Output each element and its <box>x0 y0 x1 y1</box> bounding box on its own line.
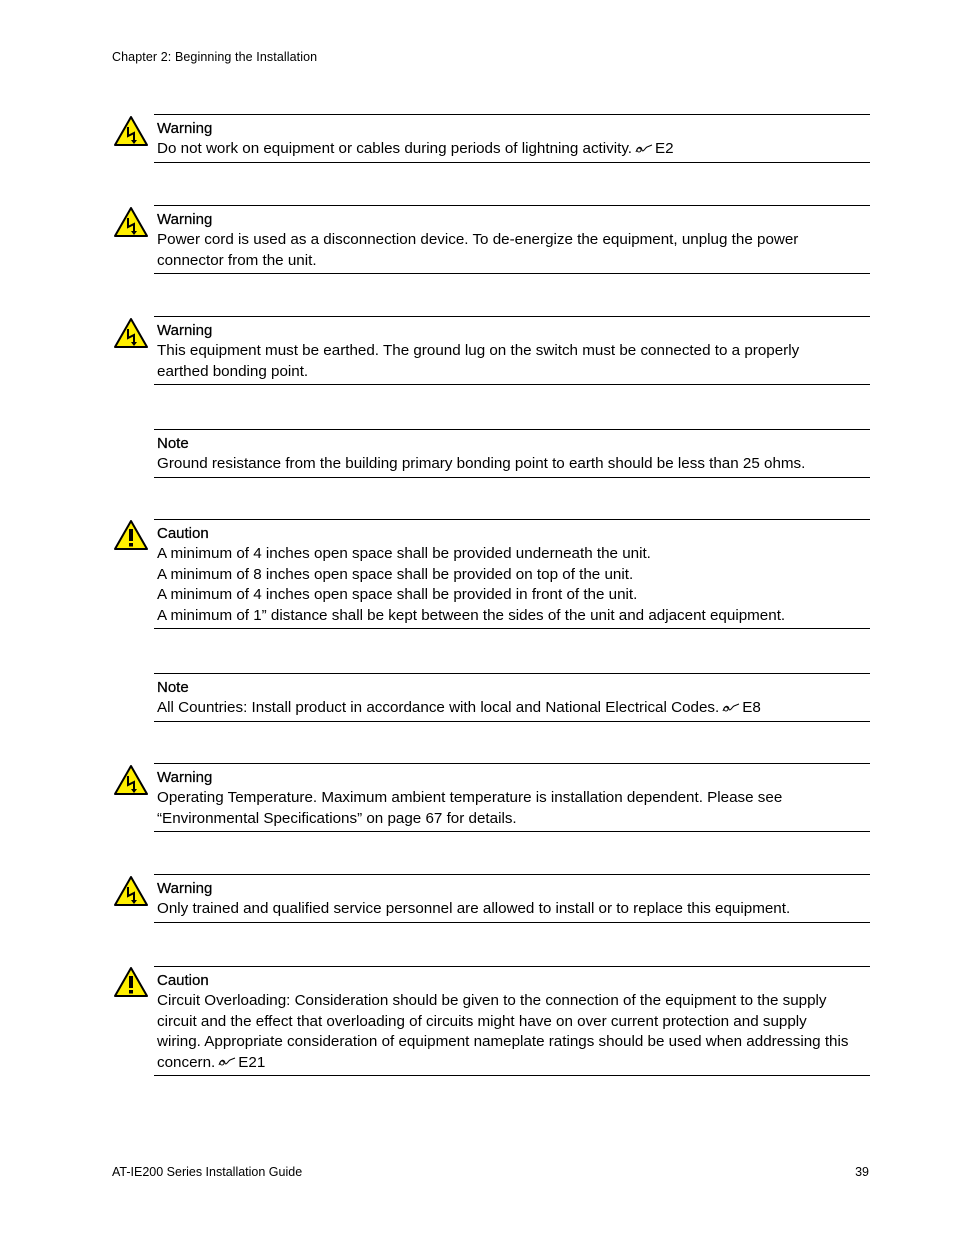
notice-text-line <box>157 1032 867 1053</box>
warning-block <box>154 874 870 923</box>
notice-text-line <box>157 341 867 362</box>
caution-title: Caution <box>157 525 209 542</box>
notice-text: “Environmental Specifications” on page 67 for details. <box>157 809 517 827</box>
running-header: Chapter 2: Beginning the Installation <box>112 50 318 64</box>
notice-text: A minimum of 4 inches open space shall be provided underneath the unit. <box>157 545 651 562</box>
caution-title: Caution <box>157 972 209 989</box>
notice-text: Only trained and qualified service personnel are allowed to install or to replace this equipment. <box>157 900 791 917</box>
notice-text: All Countries: Install product in accordance with local and National Electrical Codes. <box>157 699 720 716</box>
notice-text: connector from the unit. <box>157 251 317 269</box>
warning-title: Warning <box>157 322 213 339</box>
notice-text: Do not work on equipment or cables during periods of lightning activity. <box>157 140 633 157</box>
caution-block <box>154 519 870 629</box>
notice-text: This equipment must be earthed. The ground lug on the switch must be connected to a properly <box>157 342 800 359</box>
note-block <box>154 673 870 722</box>
notice-text: earthed bonding point. <box>157 362 309 380</box>
notice-text: Operating Temperature. Maximum ambient temperature is installation dependent. Please see <box>157 789 783 806</box>
notice-text-line <box>157 251 867 272</box>
warning-title: Warning <box>157 120 213 137</box>
notice-text-line <box>157 565 867 586</box>
notice-text-line <box>157 698 867 719</box>
note-title: Note <box>157 435 189 452</box>
translation-reference-code: E2 <box>655 140 674 157</box>
page-number: 39 <box>855 1165 869 1179</box>
notice-text-line <box>157 230 867 251</box>
notice-text-line <box>157 139 867 160</box>
notice-text-line <box>157 1012 867 1033</box>
notice-text-line <box>157 585 867 606</box>
warning-block <box>154 763 870 832</box>
electrical-hazard-icon <box>113 875 149 907</box>
footer-guide-title: AT-IE200 Series Installation Guide <box>112 1165 303 1179</box>
notice-text-line <box>157 454 867 475</box>
warning-title: Warning <box>157 211 213 228</box>
warning-block <box>154 205 870 274</box>
notice-text: A minimum of 8 inches open space shall be provided on top of the unit. <box>157 565 634 583</box>
electrical-hazard-icon <box>113 206 149 238</box>
electrical-hazard-icon <box>113 764 149 796</box>
translation-reference-code: E8 <box>742 699 761 716</box>
notice-text-line <box>157 1053 867 1074</box>
notice-text-line <box>157 788 867 809</box>
notice-text-line <box>157 899 867 920</box>
caution-block <box>154 966 870 1076</box>
notice-text: A minimum of 1” distance shall be kept between the sides of the unit and adjacent equipment. <box>157 606 786 624</box>
warning-title: Warning <box>157 769 213 786</box>
warning-block <box>154 114 870 163</box>
notice-text-line <box>157 606 867 627</box>
note-block <box>154 429 870 478</box>
note-title: Note <box>157 679 189 696</box>
notice-text: Power cord is used as a disconnection device. To de-energize the equipment, unplug the power <box>157 231 799 248</box>
notice-text: concern. <box>157 1053 216 1071</box>
electrical-hazard-icon <box>113 317 149 349</box>
translation-reference-code: E21 <box>238 1053 266 1071</box>
caution-exclamation-icon <box>113 966 149 998</box>
caution-exclamation-icon <box>113 519 149 551</box>
notice-text-line <box>157 362 867 383</box>
warning-title: Warning <box>157 880 213 897</box>
notice-text-line <box>157 991 867 1012</box>
notice-text: A minimum of 4 inches open space shall be provided in front of the unit. <box>157 586 638 603</box>
notice-text: Circuit Overloading: Consideration should be given to the connection of the equipment to the supply <box>157 992 827 1009</box>
notice-text-line <box>157 544 867 565</box>
translation-reference-icon <box>722 703 740 713</box>
warning-block <box>154 316 870 385</box>
translation-reference-icon <box>218 1057 236 1067</box>
electrical-hazard-icon <box>113 115 149 147</box>
notice-text: circuit and the effect that overloading of circuits might have on over current protection and supply <box>157 1012 807 1030</box>
translation-reference-icon <box>635 144 653 154</box>
notice-text: wiring. Appropriate consideration of equipment nameplate ratings should be used when addressing this <box>157 1033 849 1050</box>
notice-text-line <box>157 809 867 830</box>
notice-text: Ground resistance from the building primary bonding point to earth should be less than 25 ohms. <box>157 455 806 472</box>
